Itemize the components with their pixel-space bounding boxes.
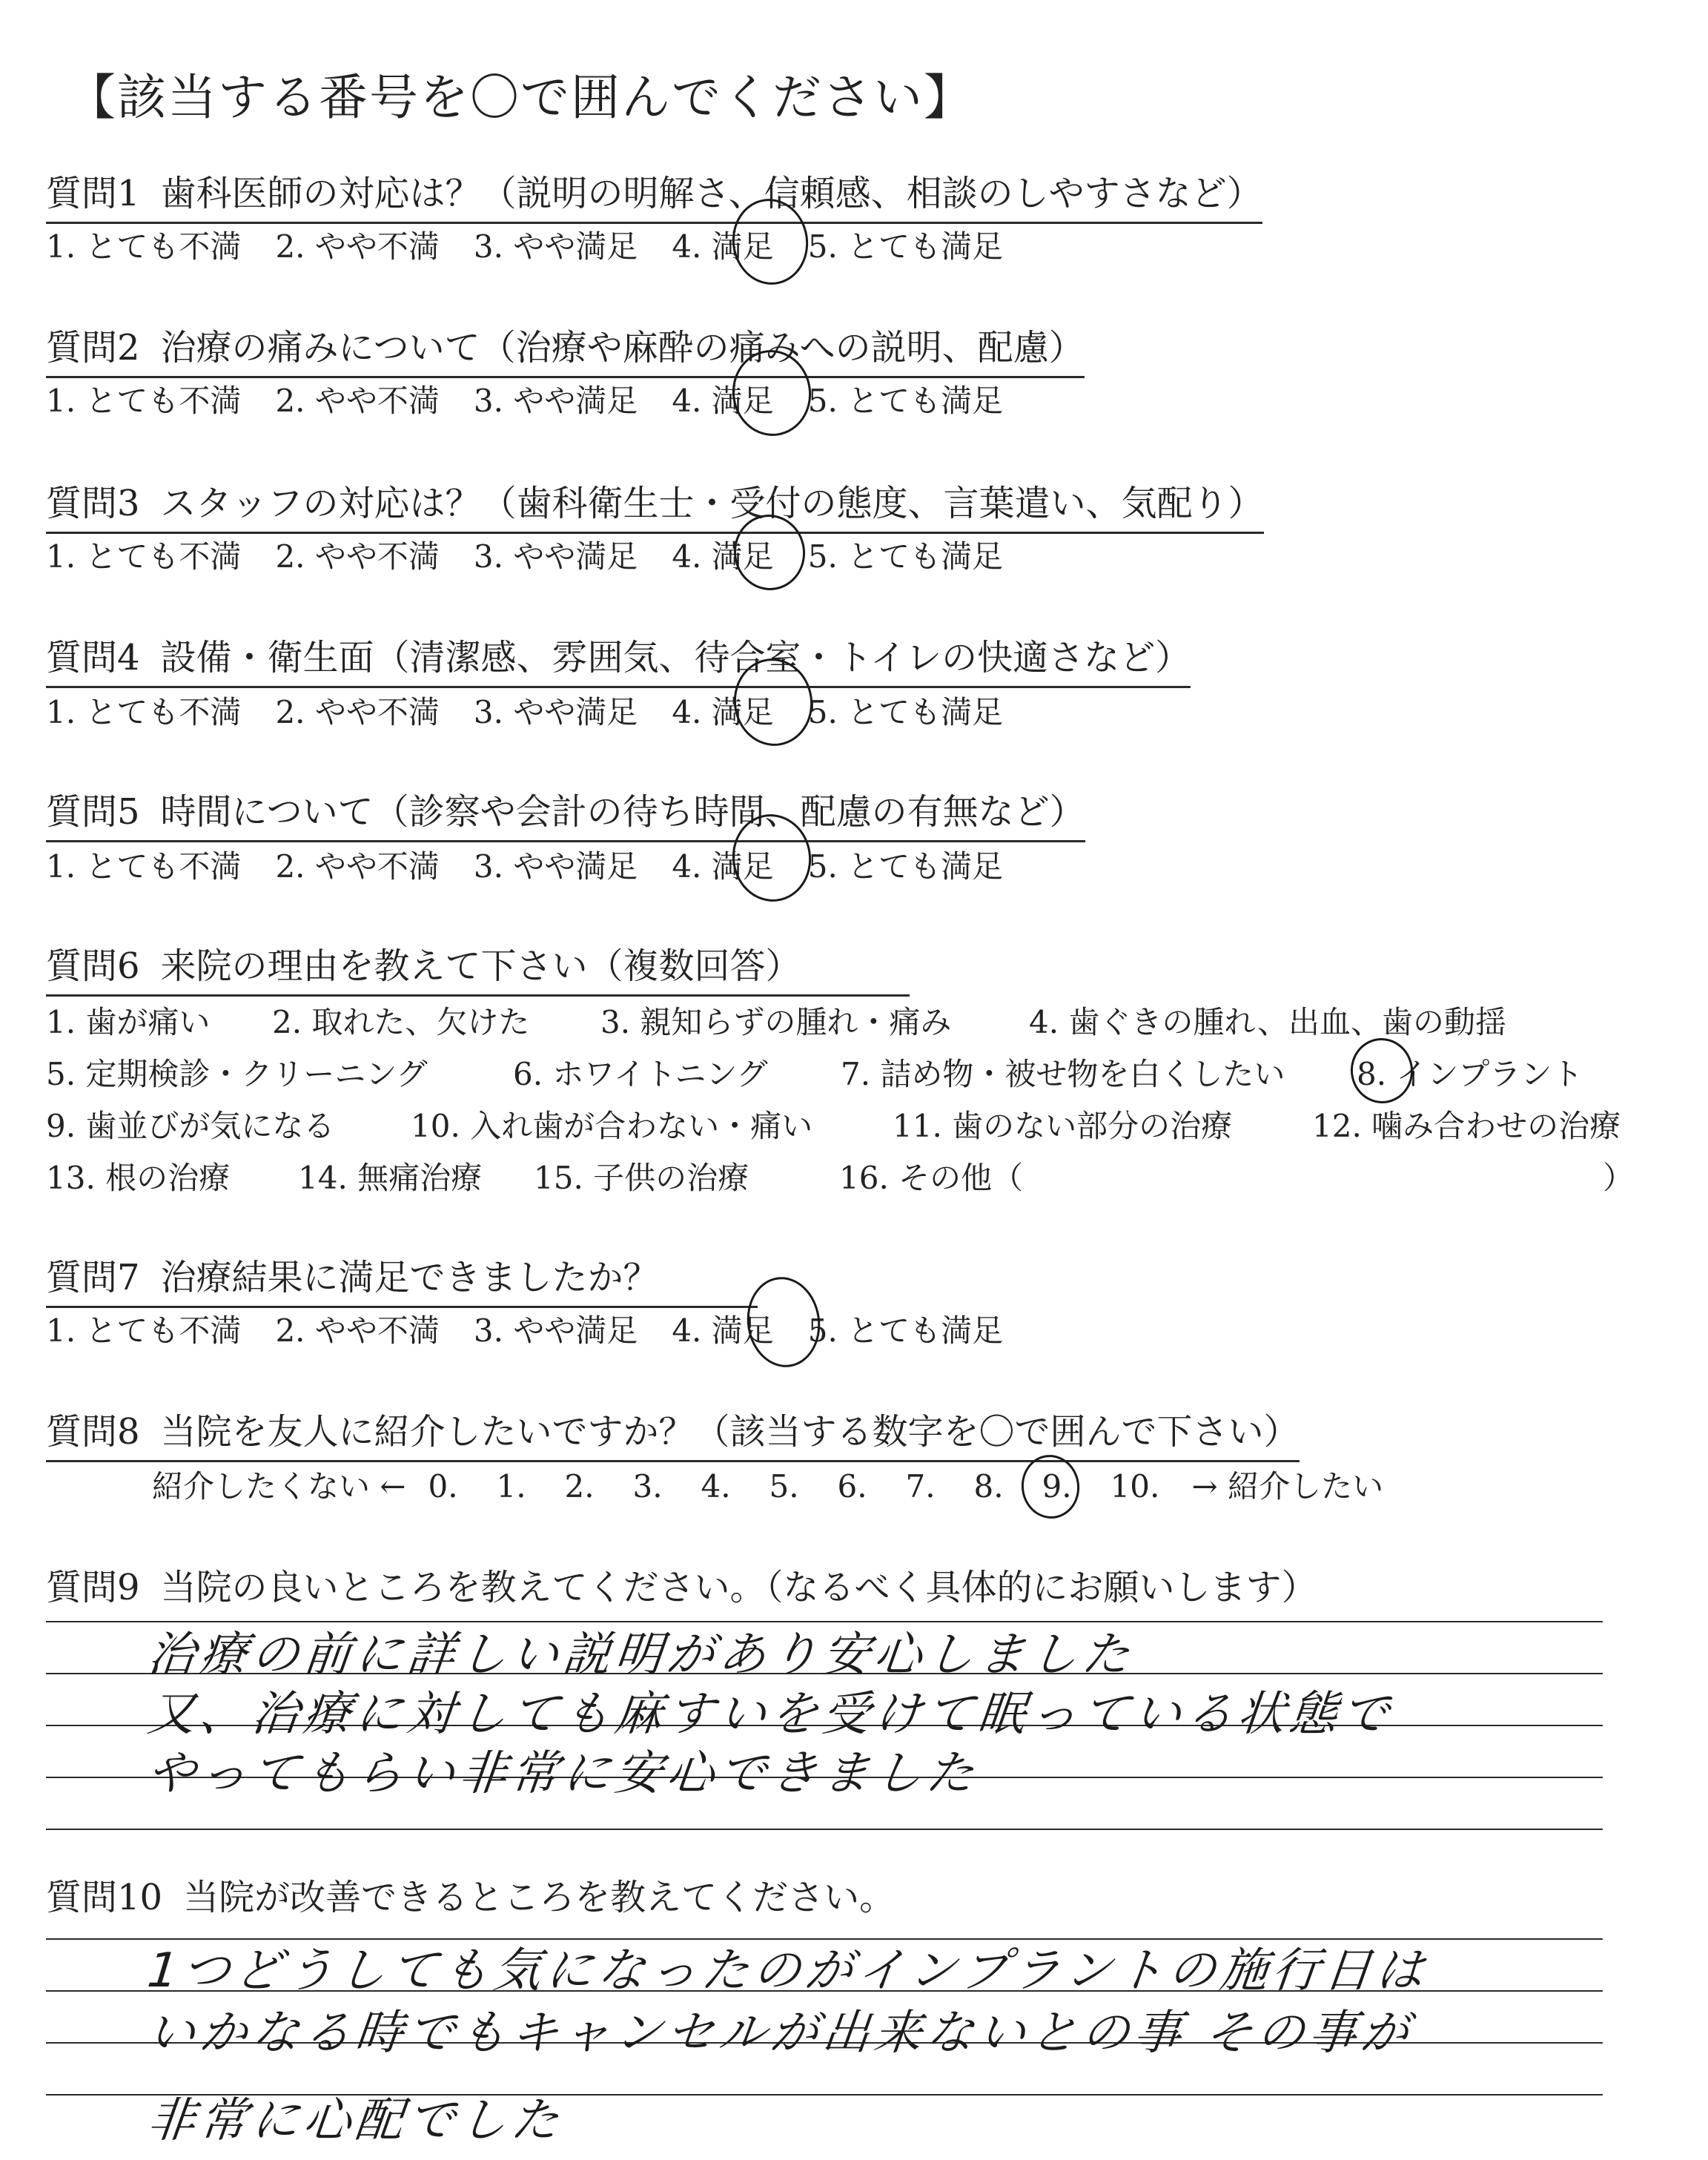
question-2-title bbox=[46, 319, 1085, 378]
question-4-options bbox=[46, 688, 1037, 733]
question-number: 質問8 bbox=[46, 1411, 140, 1453]
scale-3[interactable]: 3. bbox=[632, 1468, 663, 1505]
reason-option[interactable]: 7. 詰め物・被せ物を白くしたい bbox=[841, 1056, 1285, 1092]
question-number: 質問3 bbox=[46, 483, 140, 524]
reason-option[interactable]: 3. 親知らずの腫れ・痛み bbox=[600, 1004, 952, 1040]
scale-9[interactable]: 9. bbox=[1042, 1468, 1072, 1505]
page-title: 【該当する番号を〇で囲んでください】 bbox=[67, 69, 974, 126]
option-2[interactable]: 2. やや不満 bbox=[275, 538, 440, 575]
option-5[interactable]: 5. とても満足 bbox=[807, 538, 1004, 575]
option-2[interactable]: 2. やや不満 bbox=[275, 228, 440, 265]
option-4[interactable]: 4. 満足 bbox=[672, 228, 774, 265]
scale-2[interactable]: 2. bbox=[564, 1468, 595, 1505]
question-text: 当院を友人に紹介したいですか？（該当する数字を〇で囲んで下さい） bbox=[160, 1411, 1300, 1453]
option-1[interactable]: 1. とても不満 bbox=[46, 1312, 242, 1349]
option-1[interactable]: 1. とても不満 bbox=[46, 383, 242, 419]
reason-option[interactable]: 8. インプラント bbox=[1357, 1056, 1583, 1092]
question-1-title bbox=[46, 165, 1262, 224]
question-2-options bbox=[46, 377, 1037, 421]
scale-8[interactable]: 8. bbox=[973, 1468, 1004, 1505]
option-3[interactable]: 3. やや満足 bbox=[473, 694, 638, 730]
question-number: 質問9 bbox=[46, 1567, 140, 1608]
scale-7[interactable]: 7. bbox=[905, 1468, 936, 1505]
other-close-paren: ） bbox=[1603, 1160, 1635, 1196]
reason-option[interactable]: 4. 歯ぐきの腫れ、出血、歯の動揺 bbox=[1029, 1004, 1506, 1040]
option-3[interactable]: 3. やや満足 bbox=[473, 1312, 638, 1349]
scale-right-label: → 紹介したい bbox=[1191, 1468, 1384, 1505]
scale-1[interactable]: 1. bbox=[496, 1468, 526, 1505]
scale-10[interactable]: 10. bbox=[1110, 1468, 1160, 1505]
question-7-options bbox=[46, 1307, 1037, 1351]
option-5[interactable]: 5. とても満足 bbox=[807, 228, 1004, 265]
scale-4[interactable]: 4. bbox=[701, 1468, 731, 1505]
reason-option-other[interactable]: 16. その他（ bbox=[839, 1160, 1024, 1196]
option-1[interactable]: 1. とても不満 bbox=[46, 538, 242, 575]
option-1[interactable]: 1. とても不満 bbox=[46, 694, 242, 730]
question-3-options bbox=[46, 532, 1037, 577]
question-text: 当院が改善できるところを教えてください。 bbox=[183, 1877, 896, 1918]
question-7-title bbox=[46, 1249, 758, 1308]
reason-option[interactable]: 10. 入れ歯が合わない・痛い bbox=[411, 1108, 813, 1144]
question-text: 来院の理由を教えて下さい（複数回答） bbox=[160, 945, 801, 987]
option-1[interactable]: 1. とても不満 bbox=[46, 228, 242, 265]
option-4[interactable]: 4. 満足 bbox=[672, 538, 774, 575]
question-5-options bbox=[46, 842, 1037, 887]
option-2[interactable]: 2. やや不満 bbox=[275, 694, 440, 730]
scale-0[interactable]: 0. bbox=[428, 1468, 458, 1505]
option-5[interactable]: 5. とても満足 bbox=[807, 694, 1004, 730]
option-5[interactable]: 5. とても満足 bbox=[807, 848, 1004, 885]
reason-option[interactable]: 2. 取れた、欠けた bbox=[272, 1004, 530, 1040]
handwritten-answer-line: 非常に心配でした bbox=[145, 2093, 566, 2148]
question-number: 質問10 bbox=[46, 1877, 163, 1918]
reason-option[interactable]: 9. 歯並びが気になる bbox=[46, 1108, 335, 1144]
question-1-options bbox=[46, 222, 1037, 267]
reason-option[interactable]: 12. 噛み合わせの治療 bbox=[1312, 1108, 1621, 1144]
handwritten-answer-line: 1つどうしても気になったのがインプラントの施行日は bbox=[145, 1943, 1431, 1998]
question-number: 質問1 bbox=[46, 173, 140, 214]
question-number: 質問6 bbox=[46, 945, 140, 987]
question-number: 質問7 bbox=[46, 1257, 140, 1298]
question-5-title bbox=[46, 783, 1085, 842]
handwritten-answer-line: 又、治療に対しても麻すいを受けて眠っている状態で bbox=[145, 1687, 1397, 1742]
option-4[interactable]: 4. 満足 bbox=[672, 383, 774, 419]
handwritten-answer-line: やってもらい非常に安心できました bbox=[145, 1746, 982, 1801]
question-number: 質問4 bbox=[46, 637, 140, 678]
recommend-scale bbox=[152, 1462, 1383, 1507]
question-8-title bbox=[46, 1403, 1300, 1462]
question-9-title bbox=[46, 1559, 1317, 1616]
question-6-title bbox=[46, 937, 910, 997]
reason-option[interactable]: 5. 定期検診・クリーニング bbox=[46, 1056, 428, 1092]
question-text: 当院の良いところを教えてください。（なるべく具体的にお願いします） bbox=[160, 1567, 1317, 1608]
answer-rule bbox=[46, 1829, 1603, 1830]
handwritten-answer-line: 治療の前に詳しい説明があり安心しました bbox=[145, 1628, 1137, 1682]
reason-option[interactable]: 14. 無痛治療 bbox=[298, 1160, 483, 1196]
reason-option[interactable]: 13. 根の治療 bbox=[46, 1160, 231, 1196]
option-3[interactable]: 3. やや満足 bbox=[473, 848, 638, 885]
option-5[interactable]: 5. とても満足 bbox=[807, 383, 1004, 419]
option-4[interactable]: 4. 満足 bbox=[672, 848, 774, 885]
option-2[interactable]: 2. やや不満 bbox=[275, 848, 440, 885]
option-1[interactable]: 1. とても不満 bbox=[46, 848, 242, 885]
question-text: 設備・衛生面（清潔感、雰囲気、待合室・トイレの快適さなど） bbox=[160, 637, 1191, 678]
option-2[interactable]: 2. やや不満 bbox=[275, 383, 440, 419]
reason-option[interactable]: 11. 歯のない部分の治療 bbox=[893, 1108, 1233, 1144]
scale-5[interactable]: 5. bbox=[769, 1468, 799, 1505]
question-3-title bbox=[46, 475, 1264, 534]
option-3[interactable]: 3. やや満足 bbox=[473, 383, 638, 419]
reason-option[interactable]: 6. ホワイトニング bbox=[513, 1056, 768, 1092]
option-3[interactable]: 3. やや満足 bbox=[473, 538, 638, 575]
question-number: 質問2 bbox=[46, 327, 140, 369]
option-2[interactable]: 2. やや不満 bbox=[275, 1312, 440, 1349]
option-4[interactable]: 4. 満足 bbox=[672, 1312, 774, 1349]
option-4[interactable]: 4. 満足 bbox=[672, 694, 774, 730]
question-text: 治療の痛みについて（治療や麻酔の痛みへの説明、配慮） bbox=[160, 327, 1085, 369]
question-text: スタッフの対応は？（歯科衛生士・受付の態度、言葉遣い、気配り） bbox=[160, 483, 1264, 524]
question-10-title bbox=[46, 1869, 895, 1926]
scale-6[interactable]: 6. bbox=[837, 1468, 867, 1505]
scale-left-label: 紹介したくない ← bbox=[152, 1468, 406, 1505]
option-5[interactable]: 5. とても満足 bbox=[807, 1312, 1004, 1349]
question-text: 時間について（診察や会計の待ち時間、配慮の有無など） bbox=[160, 791, 1085, 833]
question-4-title bbox=[46, 629, 1191, 688]
handwritten-answer-line: いかなる時でもキャンセルが出来ないとの事 その事が bbox=[145, 2006, 1416, 2061]
reason-option[interactable]: 1. 歯が痛い bbox=[46, 1004, 211, 1040]
question-text: 歯科医師の対応は？（説明の明解さ、信頼感、相談のしやすさなど） bbox=[160, 173, 1262, 214]
question-text: 治療結果に満足できましたか？ bbox=[160, 1257, 659, 1298]
question-number: 質問5 bbox=[46, 791, 140, 833]
reason-option[interactable]: 15. 子供の治療 bbox=[534, 1160, 749, 1196]
option-3[interactable]: 3. やや満足 bbox=[473, 228, 638, 265]
